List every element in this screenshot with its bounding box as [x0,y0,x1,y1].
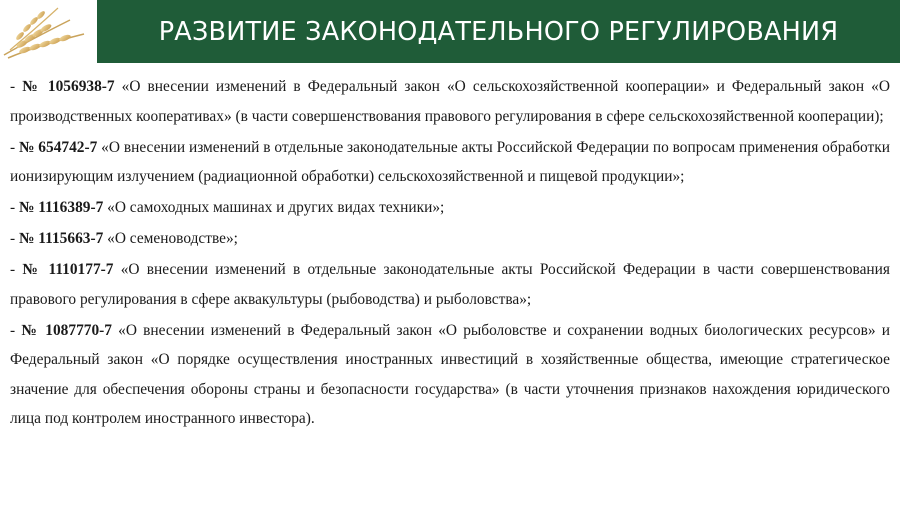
bill-number: № 1087770-7 [21,321,112,339]
bill-title: «О самоходных машинах и других видах техники»; [103,199,445,216]
bill-number: № 654742-7 [18,138,98,156]
list-item [10,193,890,223]
item-dash: - [10,78,23,95]
bill-number: № 1115663-7 [18,230,104,247]
bill-title: «О внесении изменений в отдельные законодательные акты Российской Федерации по вопросам применения обработки ионизирующим излучением (радиационной обработки) сельскохозяйственной и пищевой продукции»; [10,138,890,185]
item-dash: - [10,138,19,156]
list-item [10,133,890,192]
item-dash: - [10,261,23,278]
bill-title: «О внесении изменений в Федеральный закон «О сельскохозяйственной кооперации» и Федеральный закон «О производственных кооперативах» (в части совершенствования правового регулирования в сфере сельскохозяйственной кооперации); [10,78,890,125]
item-dash: - [10,199,19,216]
bill-title: «О внесении изменений в Федеральный закон «О рыболовстве и сохранении водных биологических ресурсов» и Федеральный закон «О порядке осуществления иностранных инвестиций в хозяйственные общества, имеющие стратегическое значение для обеспечения обороны страны и безопасности государства» (в части уточнения признаков нахождения юридического лица под контролем иностранного инвестора). [10,321,890,427]
bill-number: № 1056938-7 [22,78,115,95]
wheat-ears-icon [0,0,97,63]
bill-number: № 1110177-7 [22,261,114,278]
list-item [10,316,890,434]
list-item [10,255,890,314]
document-body [10,72,890,435]
list-item [10,224,890,254]
bill-title: «О семеноводстве»; [103,230,238,247]
list-item [10,72,890,131]
item-dash: - [10,230,19,247]
bill-number: № 1116389-7 [18,199,104,216]
header-banner [97,0,900,63]
item-dash: - [10,321,22,339]
bill-title: «О внесении изменений в отдельные законодательные акты Российской Федерации в части совершенствования правового регулирования в сфере аквакультуры (рыбоводства) и рыболовства»; [10,261,890,308]
page-title: РАЗВИТИЕ ЗАКОНОДАТЕЛЬНОГО РЕГУЛИРОВАНИЯ [158,16,839,47]
